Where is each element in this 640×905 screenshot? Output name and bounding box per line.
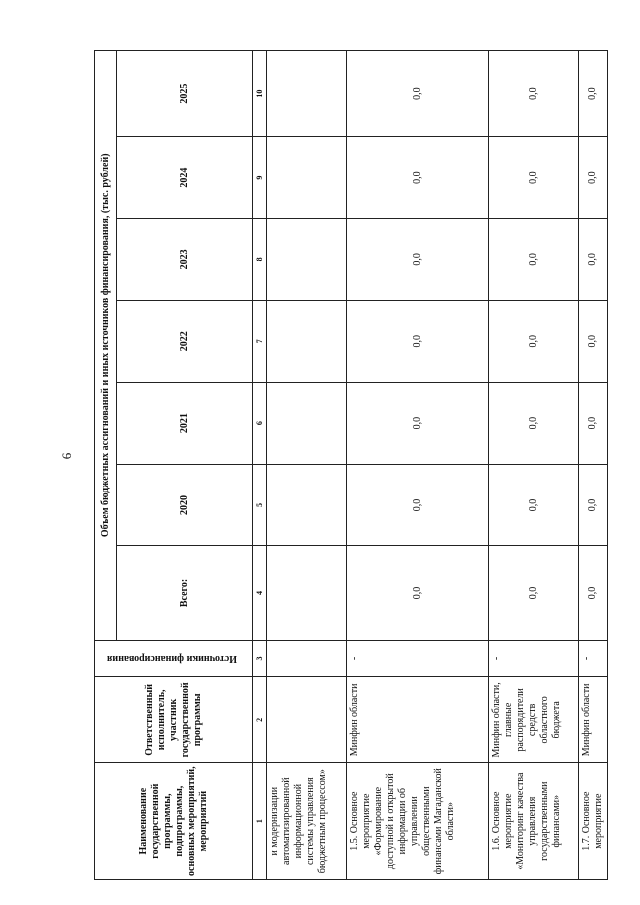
row-name: 1.7. Основное мероприятие <box>579 763 608 880</box>
value-2023: 0,0 <box>579 218 608 300</box>
rotated-table-page <box>94 50 604 880</box>
page-number: 6 <box>59 452 74 460</box>
row-responsible: Минфин области, главные распорядители средств областного бюджета <box>489 677 579 763</box>
value-2025: 0,0 <box>489 51 579 137</box>
header-row-1 <box>95 51 117 880</box>
header-year-2023: 2023 <box>117 218 253 300</box>
value-2021: 0,0 <box>489 382 579 464</box>
value-2022: 0,0 <box>579 300 608 382</box>
col-number: 7 <box>253 300 267 382</box>
row-source: - <box>579 640 608 677</box>
row-source: - <box>347 640 489 677</box>
value-total: 0,0 <box>347 546 489 640</box>
header-year-2020: 2020 <box>117 464 253 546</box>
value-2020 <box>267 464 347 546</box>
col-number: 6 <box>253 382 267 464</box>
header-source: Источники финансирования <box>95 640 253 677</box>
row-source: - <box>489 640 579 677</box>
row-name: 1.5. Основное мероприятие «Формирование доступной и открытой информации об управлении общественными финансами Магаданской области» <box>347 763 489 880</box>
header-year-2022: 2022 <box>117 300 253 382</box>
row-responsible: Минфин области <box>347 677 489 763</box>
value-2024: 0,0 <box>579 137 608 219</box>
row-name: 1.6. Основное мероприятие «Мониторинг качества управления государственными финансами» <box>489 763 579 880</box>
value-total: 0,0 <box>579 546 608 640</box>
col-number: 2 <box>253 677 267 763</box>
value-total <box>267 546 347 640</box>
budget-table <box>94 50 608 880</box>
value-2022 <box>267 300 347 382</box>
table-row <box>267 51 347 880</box>
row-responsible <box>267 677 347 763</box>
value-2025: 0,0 <box>347 51 489 137</box>
value-total: 0,0 <box>489 546 579 640</box>
header-name: Наименование государственной программы, подпрограммы, основных мероприятий, мероприятий <box>95 763 253 880</box>
value-2021 <box>267 382 347 464</box>
col-number: 10 <box>253 51 267 137</box>
column-number-row <box>253 51 267 880</box>
value-2023: 0,0 <box>347 218 489 300</box>
value-2024 <box>267 137 347 219</box>
value-2020: 0,0 <box>347 464 489 546</box>
value-2024: 0,0 <box>347 137 489 219</box>
table-row <box>489 51 579 880</box>
value-2024: 0,0 <box>489 137 579 219</box>
header-year-2021: 2021 <box>117 382 253 464</box>
header-total: Всего: <box>117 546 253 640</box>
col-number: 5 <box>253 464 267 546</box>
table-row <box>347 51 489 880</box>
value-2023 <box>267 218 347 300</box>
value-2025 <box>267 51 347 137</box>
table-row <box>579 51 608 880</box>
col-number: 1 <box>253 763 267 880</box>
value-2023: 0,0 <box>489 218 579 300</box>
value-2022: 0,0 <box>489 300 579 382</box>
header-year-2024: 2024 <box>117 137 253 219</box>
col-number: 4 <box>253 546 267 640</box>
col-number: 9 <box>253 137 267 219</box>
value-2020: 0,0 <box>579 464 608 546</box>
value-2021: 0,0 <box>347 382 489 464</box>
row-source <box>267 640 347 677</box>
row-name: и модернизации автоматизированной информационной системы управления бюджетным процессом» <box>267 763 347 880</box>
col-number: 8 <box>253 218 267 300</box>
header-budget-group: Объем бюджетных ассигнований и иных источников финансирования, (тыс. рублей) <box>95 51 117 641</box>
value-2022: 0,0 <box>347 300 489 382</box>
value-2020: 0,0 <box>489 464 579 546</box>
value-2025: 0,0 <box>579 51 608 137</box>
row-responsible: Минфин области <box>579 677 608 763</box>
header-responsible: Ответственный исполнитель, участник государственной программы <box>95 677 253 763</box>
value-2021: 0,0 <box>579 382 608 464</box>
col-number: 3 <box>253 640 267 677</box>
header-year-2025: 2025 <box>117 51 253 137</box>
